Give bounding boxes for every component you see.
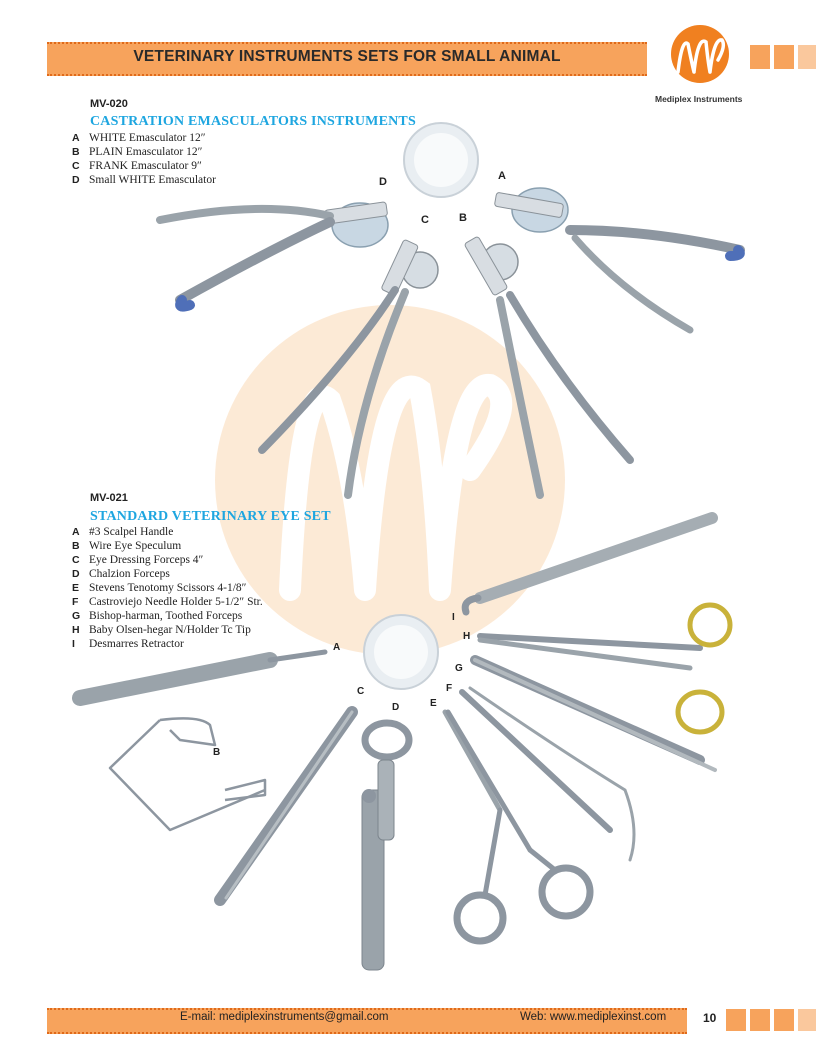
footer-square-1 bbox=[726, 1009, 746, 1031]
emasculator-a bbox=[494, 188, 740, 330]
figure-label-d: D bbox=[392, 702, 400, 713]
list-item: B PLAIN Emasculator 12″ bbox=[72, 146, 203, 158]
list-item: B Wire Eye Speculum bbox=[72, 540, 182, 552]
section-code: MV-020 bbox=[90, 98, 128, 110]
figure-label-b: B bbox=[213, 747, 221, 758]
section-title: CASTRATION EMASCULATORS INSTRUMENTS bbox=[90, 114, 416, 129]
figure-label-c: C bbox=[421, 214, 429, 226]
dressing-forceps-c bbox=[220, 712, 352, 900]
list-item: H Baby Olsen-hegar N/Holder Tc Tip bbox=[72, 624, 251, 636]
brand-name: Mediplex Instruments bbox=[655, 94, 743, 104]
emasculator-d bbox=[160, 202, 388, 307]
list-item: I Desmarres Retractor bbox=[72, 638, 184, 650]
figure-label-g: G bbox=[455, 663, 463, 674]
page-number: 10 bbox=[703, 1011, 717, 1025]
footer-square-4 bbox=[798, 1009, 816, 1031]
list-item: C FRANK Emasculator 9″ bbox=[72, 160, 202, 172]
footer-web: Web: www.mediplexinst.com bbox=[520, 1011, 667, 1023]
list-item: C Eye Dressing Forceps 4″ bbox=[72, 554, 204, 566]
figure-label-b: B bbox=[459, 212, 467, 224]
figure-label-f: F bbox=[446, 683, 453, 694]
item-list bbox=[72, 131, 216, 187]
section-code: MV-021 bbox=[90, 492, 128, 504]
figure-label-d: D bbox=[379, 176, 387, 188]
footer-square-3 bbox=[774, 1009, 794, 1031]
list-item: E Stevens Tenotomy Scissors 4-1/8″ bbox=[72, 582, 247, 594]
list-item: D Chalzion Forceps bbox=[72, 568, 170, 580]
figure-label-a: A bbox=[333, 642, 341, 653]
page-title: VETERINARY INSTRUMENTS SETS FOR SMALL ANIMAL bbox=[133, 48, 561, 65]
figure-label-i: I bbox=[452, 612, 455, 623]
wire-speculum-b bbox=[110, 718, 265, 830]
list-item: G Bishop-harman, Toothed Forceps bbox=[72, 610, 243, 622]
scalpel-handle-a bbox=[80, 652, 325, 698]
list-item: A #3 Scalpel Handle bbox=[72, 526, 174, 538]
item-list bbox=[72, 525, 263, 651]
lens-circle-top bbox=[404, 123, 478, 197]
figure-label-c: C bbox=[357, 686, 365, 697]
figure-label-h: H bbox=[463, 631, 471, 642]
list-item: D Small WHITE Emasculator bbox=[72, 174, 216, 186]
footer-email: E-mail: mediplexinstruments@gmail.com bbox=[180, 1011, 389, 1023]
list-item: F Castroviejo Needle Holder 5-1/2″ Str. bbox=[72, 596, 263, 608]
lens-circle-bottom bbox=[364, 615, 438, 689]
list-item: A WHITE Emasculator 12″ bbox=[72, 132, 206, 144]
footer-square-2 bbox=[750, 1009, 770, 1031]
figure-label-e: E bbox=[430, 698, 437, 709]
chalazion-forceps-d bbox=[362, 723, 409, 970]
section-title: STANDARD VETERINARY EYE SET bbox=[90, 509, 331, 524]
figure-label-a: A bbox=[498, 170, 506, 182]
